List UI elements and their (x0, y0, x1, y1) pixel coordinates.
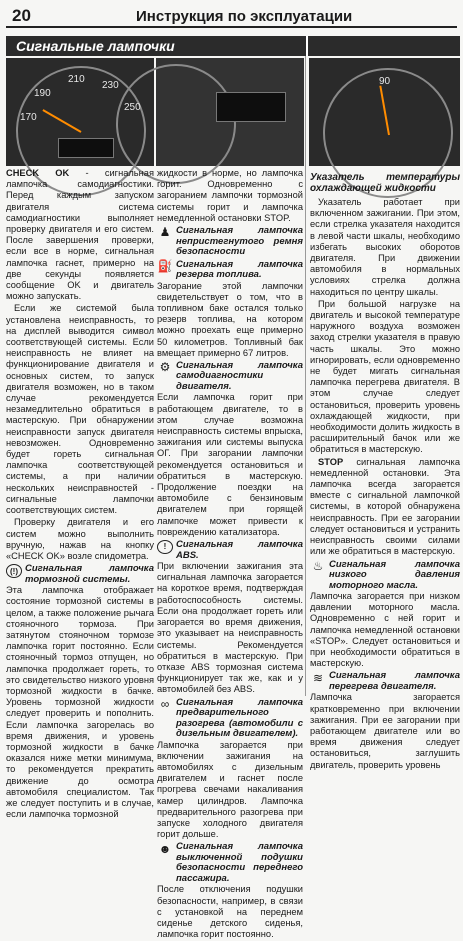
abs-text: При включении зажигания эта сигнальная лампочка загорается на короткое время, подтверждая работоспособность системы. Если она продолжает гореть или загорается во время движения, это указывает на неисправность системы. Рекомендуется обратиться в мастерскую. При отказе ABS тормозная система функционирует так же, как и у автомобилей без ABS. (157, 561, 303, 695)
paragraph-check-ok (6, 168, 154, 302)
temperature-tick-label: 90 (379, 76, 391, 87)
brake-title: Сигнальная лампочка тормозной системы. (25, 563, 154, 585)
page-number: 20 (12, 6, 31, 25)
abs-title: Сигнальная лампочка ABS. (176, 539, 303, 561)
warning-light-abs (157, 540, 303, 561)
temperature-gauge-heading: Указатель температуры охлаждающей жидкости (310, 172, 460, 194)
speed-tick-label: 190 (34, 88, 51, 99)
engine-check-icon: ⚙ (159, 360, 171, 375)
column-divider (305, 56, 306, 696)
paragraph: Если же системой была установлена неисправность, то на дисплей выводится символ соответствующей системы. Если неисправность не влияет на функционирование двигателя и основных систем, то запуск двигателя возможен, но в таком случае рекомендуется незамедлительно обратиться в мастерскую. При обнаружении неисправности запуск двигателя невозможен. Одновременно будет гореть сигнальная лампочка соответствующей системы, а при наличии нескольких неисправностей - сигнальные лампочки соответствующих систем. (6, 303, 154, 516)
brake-text: Эта лампочка отображает состояние тормозной системы в целом, а также положение рычага стояночного тормоза. При затянутом стояночном тормозе лампочка горит постоянно. Если стояночный тормоз отпущен, но лампочка продолжает гореть, то это свидетельство низкого уровня тормозной жидкости в бачке. Уровень тормозной жидкости следует проверить и пополнить. Если лампочка загорелась во время движения, и уровень тормозной жидкости в бачке оказался ниже метки минимума, то рекомендуется прекратить движение до осмотра автомобиля специалистом. Так же следует поступить и в случае, если лампочка тормозной (6, 585, 154, 820)
warning-light-overheat (310, 671, 460, 692)
fuel-title: Сигнальная лампочка резерва топлива. (176, 258, 303, 281)
oil-can-icon: ♨ (312, 558, 324, 573)
lcd-display (216, 92, 286, 122)
stop-text: сигнальная лампочка немедленной остановки. Эта лампочка всегда загорается вместе с сигнальной лампочкой системы, в которой обнаружена неисправность. При ее загорании следует остановиться и устранить неисправность своими силами или же обратиться в мастерскую. (310, 456, 460, 557)
glow-plug-text: Лампочка загорается при включении зажигания на автомобилях с дизельным двигателем и гаснет после прогрева свечами накаливания камер цилиндров. Лампочка предварительного разогрева при запуске холодного двигателя горит дольше. (157, 739, 303, 840)
warning-light-seatbelt (157, 226, 303, 258)
fuel-pump-icon: ⛽ (157, 258, 173, 273)
glow-plug-title: Сигнальная лампочка предварительного разогрева (автомобили с дизельным двигателем). (176, 696, 303, 740)
check-ok-lead: CHECK OK (6, 168, 70, 178)
paragraph: При большой нагрузке на двигатель и высокой температуре наружного воздуха возможен заход стрелки указателя в правую часть шкалы. Это можно игнорировать, если одновременно не будет мигать сигнальная лампочка перегрева двигателя. В этом случае следует остановиться, проверить уровень охлаждающей жидкости, при необходимости долить жидкость в расширительный бачок или же обратиться в мастерскую. (310, 298, 460, 455)
speed-tick-label: 250 (124, 102, 141, 113)
speed-tick-label: 230 (102, 80, 119, 91)
airbag-text: После отключения подушки безопасности, например, в связи с установкой на переднем сиденье детского сиденья, лампочка горит постоянно. (157, 884, 303, 940)
warning-light-brake (6, 564, 154, 585)
warning-light-airbag (157, 842, 303, 884)
engine-title: Сигнальная лампочка самодиагностики двигателя. (176, 359, 303, 392)
warning-light-engine (157, 361, 303, 393)
overheat-text: Лампочка загорается кратковременно при включении зажигания. При ее загорании при работающем двигателе или во время движения следует остановиться, заглушить двигатель, проверить уровень (310, 692, 460, 770)
airbag-off-icon: ☻ (158, 841, 172, 856)
speed-tick-label: 170 (20, 112, 37, 123)
stop-lead: STOP (318, 456, 344, 467)
fuel-text: Загорание этой лампочки свидетельствует о том, что в топливном баке остался только резерв топлива, на котором можно проехать еще примерно 50 километров. Топливный бак вмещает примерно 67 литров. (157, 280, 303, 358)
paragraph-stop (310, 457, 460, 558)
oil-text: Лампочка загорается при низком давлении моторного масла. Одновременно с ней горит и лампочка немедленной остановки «STOP». Следует остановиться и при необходимости обратиться в мастерскую. (310, 591, 460, 669)
paragraph: Проверку двигателя и его систем можно выполнить вручную, нажав на кнопку «CHECK OK» возле спидометра. (6, 517, 154, 561)
text-column-middle (157, 168, 303, 941)
seatbelt-warning-icon: ♟ (159, 225, 171, 240)
paragraph: Указатель работает при включенном зажигании. При этом, если стрелка указателя находится в левой части шкалы, необходимо избегать высоких оборотов двигателя. При движении автомобиля в нормальных условиях стрелка должна находиться по центру шкалы. (310, 197, 460, 297)
oil-title: Сигнальная лампочка низкого давления моторного масла. (329, 558, 460, 591)
section-bar-right (306, 36, 460, 56)
warning-light-glow-plug (157, 698, 303, 740)
engine-text: Если лампочка горит при работающем двигателе, то в этом случае возможна неисправность системы впрыска, зажигания или системы выпуска ОГ. При загорании лампочки рекомендуется остановиться и обратиться в мастерскую. Продолжение поездки на автомобиле с бензиновым двигателем при горящей лампочке может привести к повреждению катализатора. (157, 392, 303, 537)
glow-plug-icon: ∞ (160, 696, 170, 711)
section-title: Сигнальные лампочки (16, 38, 175, 54)
brake-warning-icon: (!) (6, 564, 22, 578)
coolant-temperature-icon: ≋ (312, 670, 324, 685)
text-column-left (6, 168, 154, 821)
warning-light-fuel (157, 260, 303, 281)
secondary-gauge (116, 64, 236, 184)
speed-tick-label: 210 (68, 74, 85, 85)
instrument-cluster-photo-detail (156, 58, 304, 166)
airbag-title: Сигнальная лампочка выключенной подушки безопасности переднего пассажира. (176, 841, 303, 884)
overheat-title: Сигнальная лампочка перегрева двигателя. (329, 670, 460, 692)
header-title: Инструкция по эксплуатации (136, 8, 353, 25)
temperature-gauge-photo (309, 58, 460, 166)
page-header (6, 4, 457, 28)
text-column-right (310, 168, 460, 772)
seatbelt-title: Сигнальная лампочка непристегнутого ремня безопасности (176, 225, 303, 258)
abs-warning-icon: ! (157, 540, 173, 554)
warning-light-oil (310, 560, 460, 592)
paragraph: жидкости в норме, но лампочка горит. Одновременно с загоранием лампочки тормозной системы горит и лампочка немедленной остановки STOP. (157, 168, 303, 223)
check-ok-text: - сигнальная лампочка самодиагностики. Перед каждым запуском двигателя система самодиагностики выполняет проверку двигателя и его систем. После завершения проверки, если все в норме, сигнальная лампочка гаснет, примерно на две секунды появляется сообщение OK и двигатель можно запускать. (6, 168, 154, 302)
lcd-display (58, 138, 114, 158)
